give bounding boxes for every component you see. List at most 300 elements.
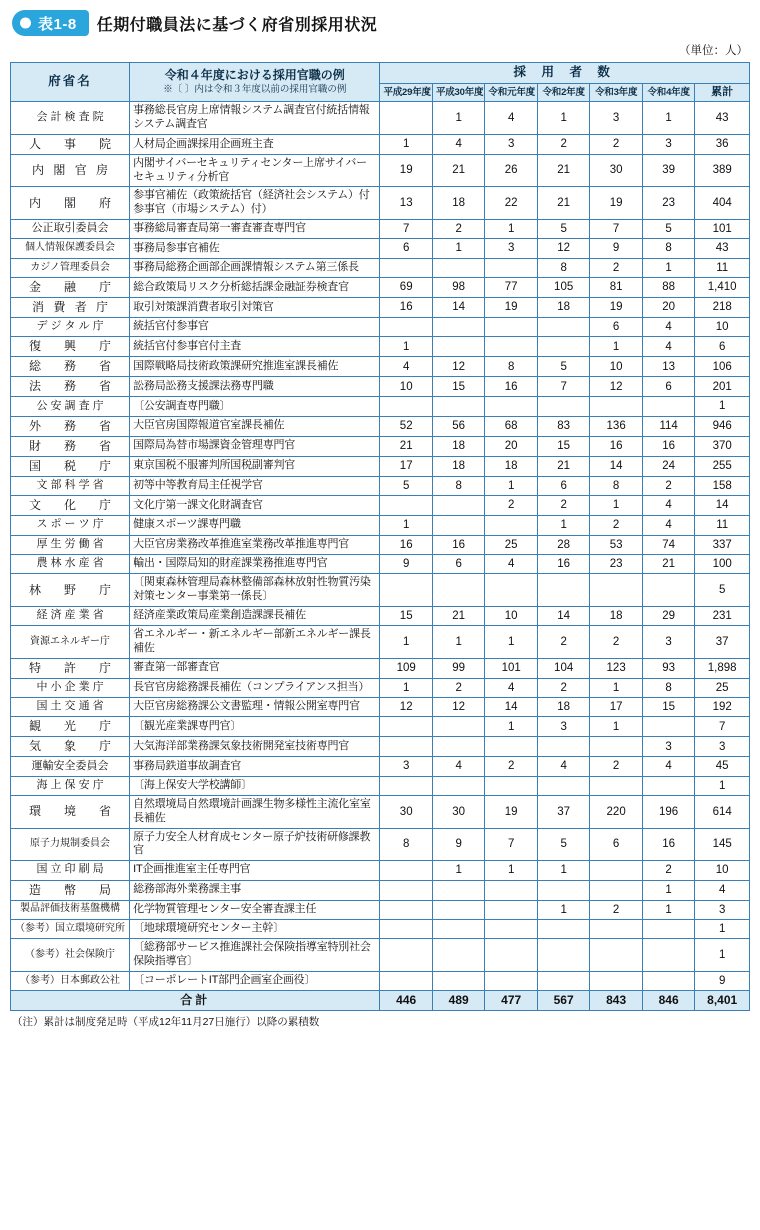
col-header-year-r3: 令和3年度 [590,83,642,102]
example-post: 大臣官房総務課公文書監理・情報公開室専門官 [130,698,380,717]
year-value: 14 [432,298,484,318]
col-header-example-main: 令和４年度における採用官職の例 [164,68,345,83]
year-value: 25 [485,535,537,554]
year-value: 7 [485,828,537,861]
year-value: 5 [537,357,589,377]
year-value: 1 [432,861,484,880]
year-value: 74 [642,535,694,554]
year-value: 15 [380,606,432,625]
cumulative-value: 337 [695,535,750,554]
year-value: 14 [537,606,589,625]
col-header-year-r2: 令和2年度 [537,83,589,102]
year-value [590,880,642,900]
ministry-name: （参考）社会保険庁 [11,939,130,972]
ministry-name: 原子力規制委員会 [11,828,130,861]
footnote: （注）累計は制度発足時（平成12年11月27日施行）以降の累積数 [12,1016,320,1029]
cumulative-value: 404 [695,187,750,220]
year-value: 14 [590,456,642,476]
cumulative-value: 11 [695,516,750,535]
year-value: 16 [380,298,432,318]
table-row [11,971,750,990]
cumulative-value: 370 [695,436,750,456]
ministry-name: 財 務 省 [11,436,130,456]
year-value [485,337,537,357]
year-value: 6 [537,476,589,495]
year-value: 8 [642,678,694,697]
year-value: 3 [642,134,694,154]
example-post: 東京国税不服審判所国税副審判官 [130,456,380,476]
year-value: 18 [432,456,484,476]
year-value: 8 [485,357,537,377]
ministry-name: 外 務 省 [11,416,130,436]
table-row [11,436,750,456]
example-post: 取引対策課消費者取引対策官 [130,298,380,318]
year-value [537,737,589,757]
year-value: 77 [485,278,537,298]
year-value: 109 [380,658,432,678]
example-post: 〔公安調査専門職〕 [130,397,380,416]
table-row [11,939,750,972]
year-value [537,880,589,900]
year-value: 20 [642,298,694,318]
year-value: 18 [537,298,589,318]
year-value: 4 [485,678,537,697]
table-row [11,574,750,607]
year-value [432,258,484,277]
year-value [485,737,537,757]
year-value: 6 [432,554,484,573]
year-value: 83 [537,416,589,436]
year-value [485,574,537,607]
cumulative-value: 1 [695,939,750,972]
year-value: 1 [485,219,537,238]
year-value: 56 [432,416,484,436]
year-value: 8 [642,239,694,258]
cumulative-value: 1 [695,919,750,938]
table-row [11,397,750,416]
ministry-name: 特 許 庁 [11,658,130,678]
year-value: 101 [485,658,537,678]
col-header-example [130,63,380,102]
cumulative-value: 7 [695,717,750,737]
ministry-name: 法 務 省 [11,377,130,397]
year-value: 18 [432,187,484,220]
year-value [642,939,694,972]
cumulative-value: 3 [695,737,750,757]
year-value: 21 [537,456,589,476]
year-value: 1 [537,516,589,535]
year-value: 16 [380,535,432,554]
ministry-name: カジノ管理委員会 [11,258,130,277]
cumulative-value: 11 [695,258,750,277]
ministry-name: 個人情報保護委員会 [11,239,130,258]
ministry-name: 復 興 庁 [11,337,130,357]
table-row [11,154,750,187]
year-value: 4 [642,757,694,776]
table-row [11,357,750,377]
cumulative-value: 389 [695,154,750,187]
year-value: 1 [642,900,694,919]
year-value: 4 [642,337,694,357]
year-value: 19 [485,298,537,318]
year-value [380,971,432,990]
year-value: 8 [537,258,589,277]
cumulative-value: 1 [695,776,750,795]
table-row [11,554,750,573]
ministry-name: 厚 生 労 働 省 [11,535,130,554]
year-value: 16 [590,436,642,456]
cumulative-value: 43 [695,102,750,135]
table-row [11,535,750,554]
year-value: 18 [590,606,642,625]
year-value [380,574,432,607]
year-value: 24 [642,456,694,476]
ministry-name: 海 上 保 安 庁 [11,776,130,795]
year-value: 17 [590,698,642,717]
year-value: 1 [642,102,694,135]
ministry-name: 中 小 企 業 庁 [11,678,130,697]
year-value: 8 [432,476,484,495]
year-value: 16 [642,828,694,861]
year-value: 7 [590,219,642,238]
year-value: 2 [537,134,589,154]
year-value: 16 [485,377,537,397]
year-value: 93 [642,658,694,678]
year-value: 1 [485,626,537,659]
year-value [432,971,484,990]
ministry-name: 文 化 庁 [11,496,130,516]
ministry-name: 公正取引委員会 [11,219,130,238]
cumulative-value: 231 [695,606,750,625]
cumulative-value: 145 [695,828,750,861]
year-value [380,397,432,416]
year-value: 4 [380,357,432,377]
table-row [11,757,750,776]
col-header-example-note: ※〔 〕内は令和３年度以前の採用官職の例 [163,84,347,96]
cumulative-value: 1,898 [695,658,750,678]
example-post: 〔関東森林管理局森林整備部森林放射性物質汚染対策センター事業第一係長〕 [130,574,380,607]
table-row [11,606,750,625]
year-value: 9 [432,828,484,861]
year-value: 3 [642,737,694,757]
total-value: 446 [380,991,432,1011]
total-value: 8,401 [695,991,750,1011]
year-value: 2 [590,258,642,277]
year-value [485,397,537,416]
title-row [12,10,750,36]
example-post: 大臣官房業務改革推進室業務改革推進専門官 [130,535,380,554]
example-post: 国際戦略局技術政策課研究推進室課長補佐 [130,357,380,377]
year-value [380,776,432,795]
example-post: 人材局企画課採用企画班主査 [130,134,380,154]
ministry-name: 国 立 印 刷 局 [11,861,130,880]
year-value [590,737,642,757]
ministry-name: 内 閣 官 房 [11,154,130,187]
table-row [11,258,750,277]
year-value: 2 [590,757,642,776]
year-value: 30 [380,796,432,829]
year-value: 1 [537,102,589,135]
year-value: 2 [432,219,484,238]
year-value [432,516,484,535]
table-body [11,102,750,1011]
year-value: 12 [432,698,484,717]
cumulative-value: 218 [695,298,750,318]
year-value [380,318,432,337]
total-value: 843 [590,991,642,1011]
year-value [590,971,642,990]
year-value: 10 [590,357,642,377]
year-value [432,939,484,972]
table-row [11,337,750,357]
year-value: 14 [485,698,537,717]
year-value: 12 [432,357,484,377]
year-value: 2 [537,496,589,516]
year-value [432,880,484,900]
year-value: 1 [537,861,589,880]
year-value [380,919,432,938]
year-value: 1 [590,496,642,516]
cumulative-value: 9 [695,971,750,990]
example-post: 初等中等教育局主任視学官 [130,476,380,495]
year-value [537,397,589,416]
ministry-name: ス ポ ー ツ 庁 [11,516,130,535]
year-value: 4 [432,134,484,154]
year-value: 6 [642,377,694,397]
year-value: 4 [642,516,694,535]
ministry-name: 経 済 産 業 省 [11,606,130,625]
year-value [432,397,484,416]
cumulative-value: 10 [695,318,750,337]
year-value [380,258,432,277]
year-value: 30 [590,154,642,187]
year-value: 2 [590,516,642,535]
year-value: 8 [590,476,642,495]
year-value: 28 [537,535,589,554]
year-value: 2 [537,678,589,697]
year-value: 3 [537,717,589,737]
example-post: 長官官房総務課長補佐（コンプライアンス担当） [130,678,380,697]
year-value [485,939,537,972]
cumulative-value: 6 [695,337,750,357]
year-value: 19 [590,298,642,318]
ministry-name: デ ジ タ ル 庁 [11,318,130,337]
table-row [11,476,750,495]
ministry-name: 会 計 検 査 院 [11,102,130,135]
example-post: 〔観光産業課専門官〕 [130,717,380,737]
cumulative-value: 1 [695,397,750,416]
year-value [380,939,432,972]
table-row [11,298,750,318]
year-value [432,337,484,357]
cumulative-value: 101 [695,219,750,238]
year-value [590,776,642,795]
cumulative-value: 614 [695,796,750,829]
year-value [380,496,432,516]
year-value: 3 [642,626,694,659]
year-value: 4 [485,102,537,135]
year-value [432,574,484,607]
year-value [380,737,432,757]
total-value: 477 [485,991,537,1011]
year-value: 16 [537,554,589,573]
year-value: 15 [432,377,484,397]
total-value: 846 [642,991,694,1011]
year-value: 16 [642,436,694,456]
table-row [11,456,750,476]
example-post: 統括官付参事官付主査 [130,337,380,357]
cumulative-value: 5 [695,574,750,607]
year-value [380,102,432,135]
year-value: 6 [590,828,642,861]
year-value: 1 [380,516,432,535]
year-value: 1 [485,861,537,880]
table-header-row-1 [11,63,750,84]
cumulative-value: 14 [695,496,750,516]
col-header-cumulative: 累計 [695,83,750,102]
table-row [11,377,750,397]
year-value: 1 [432,239,484,258]
example-post: 訟務局訟務支援課法務専門職 [130,377,380,397]
cumulative-value: 36 [695,134,750,154]
year-value: 196 [642,796,694,829]
ministry-name: 国 土 交 通 省 [11,698,130,717]
table-row [11,416,750,436]
cumulative-value: 4 [695,880,750,900]
year-value: 21 [537,187,589,220]
year-value: 13 [642,357,694,377]
example-post: 総合政策局リスク分析総括課金融証券検査官 [130,278,380,298]
year-value [642,971,694,990]
year-value: 4 [642,318,694,337]
year-value: 3 [485,134,537,154]
year-value [485,919,537,938]
example-post: 事務局鉄道事故調査官 [130,757,380,776]
example-post: 〔海上保安大学校講師〕 [130,776,380,795]
example-post: IT企画推進室主任専門官 [130,861,380,880]
cumulative-value: 192 [695,698,750,717]
ministry-name: 公 安 調 査 庁 [11,397,130,416]
year-value [590,861,642,880]
example-post: 国際局為替市場課資金管理専門官 [130,436,380,456]
year-value: 220 [590,796,642,829]
table-row [11,496,750,516]
year-value: 9 [590,239,642,258]
year-value: 23 [590,554,642,573]
year-value: 18 [485,456,537,476]
table-row [11,737,750,757]
year-value [537,318,589,337]
year-value [432,776,484,795]
year-value: 88 [642,278,694,298]
year-value: 1 [380,626,432,659]
ministry-name: 内 閣 府 [11,187,130,220]
ministry-name: 林 野 庁 [11,574,130,607]
year-value: 4 [432,757,484,776]
year-value [432,496,484,516]
year-value [590,939,642,972]
example-post: 健康スポーツ課専門職 [130,516,380,535]
ministry-name: 金 融 庁 [11,278,130,298]
example-post: 〔総務部サービス推進課社会保険指導室特別社会保険指導官〕 [130,939,380,972]
year-value [432,919,484,938]
year-value [590,919,642,938]
example-post: 〔コーポレートIT部門企画室企画役〕 [130,971,380,990]
total-value: 489 [432,991,484,1011]
year-value [485,880,537,900]
year-value: 21 [432,154,484,187]
cumulative-value: 100 [695,554,750,573]
year-value: 12 [537,239,589,258]
example-post: 事務局参事官補佐 [130,239,380,258]
year-value: 5 [537,828,589,861]
cumulative-value: 255 [695,456,750,476]
year-value: 2 [590,626,642,659]
year-value: 12 [380,698,432,717]
year-value: 98 [432,278,484,298]
year-value: 10 [485,606,537,625]
year-value [485,776,537,795]
table-row [11,516,750,535]
year-value: 1 [485,717,537,737]
year-value [642,397,694,416]
year-value: 99 [432,658,484,678]
year-value: 39 [642,154,694,187]
year-value: 2 [590,134,642,154]
table-row [11,239,750,258]
year-value [642,717,694,737]
year-value: 18 [537,698,589,717]
ministry-name: （参考）国立環境研究所 [11,919,130,938]
example-post: 化学物質管理センター安全審査課主任 [130,900,380,919]
year-value: 53 [590,535,642,554]
cumulative-value: 158 [695,476,750,495]
year-value: 2 [642,861,694,880]
year-value: 1 [380,678,432,697]
ministry-name: 気 象 庁 [11,737,130,757]
year-value: 1 [590,717,642,737]
year-value [590,397,642,416]
year-value: 5 [380,476,432,495]
year-value: 1 [590,678,642,697]
example-post: 自然環境局自然環境計画課生物多様性主流化室室長補佐 [130,796,380,829]
year-value: 4 [642,496,694,516]
year-value [432,900,484,919]
year-value: 5 [642,219,694,238]
example-post: 省エネルギー・新エネルギー部新エネルギー課長補佐 [130,626,380,659]
year-value: 6 [590,318,642,337]
year-value: 1 [642,258,694,277]
example-post: 原子力安全人材育成センター原子炉技術研修課教官 [130,828,380,861]
year-value: 29 [642,606,694,625]
example-post: 輸出・国際局知的財産課業務推進専門官 [130,554,380,573]
year-value: 2 [485,496,537,516]
year-value: 5 [537,219,589,238]
table-row [11,318,750,337]
table-row [11,278,750,298]
year-value: 21 [380,436,432,456]
table-number-badge: 表1-8 [12,10,89,36]
example-post: 事務総局審査局第一審査審査専門官 [130,219,380,238]
year-value [432,318,484,337]
year-value [380,717,432,737]
ministry-name: 造 幣 局 [11,880,130,900]
year-value: 1 [485,476,537,495]
table-row [11,776,750,795]
year-value: 21 [642,554,694,573]
table-row [11,219,750,238]
page-title: 任期付職員法に基づく府省別採用状況 [96,16,378,34]
